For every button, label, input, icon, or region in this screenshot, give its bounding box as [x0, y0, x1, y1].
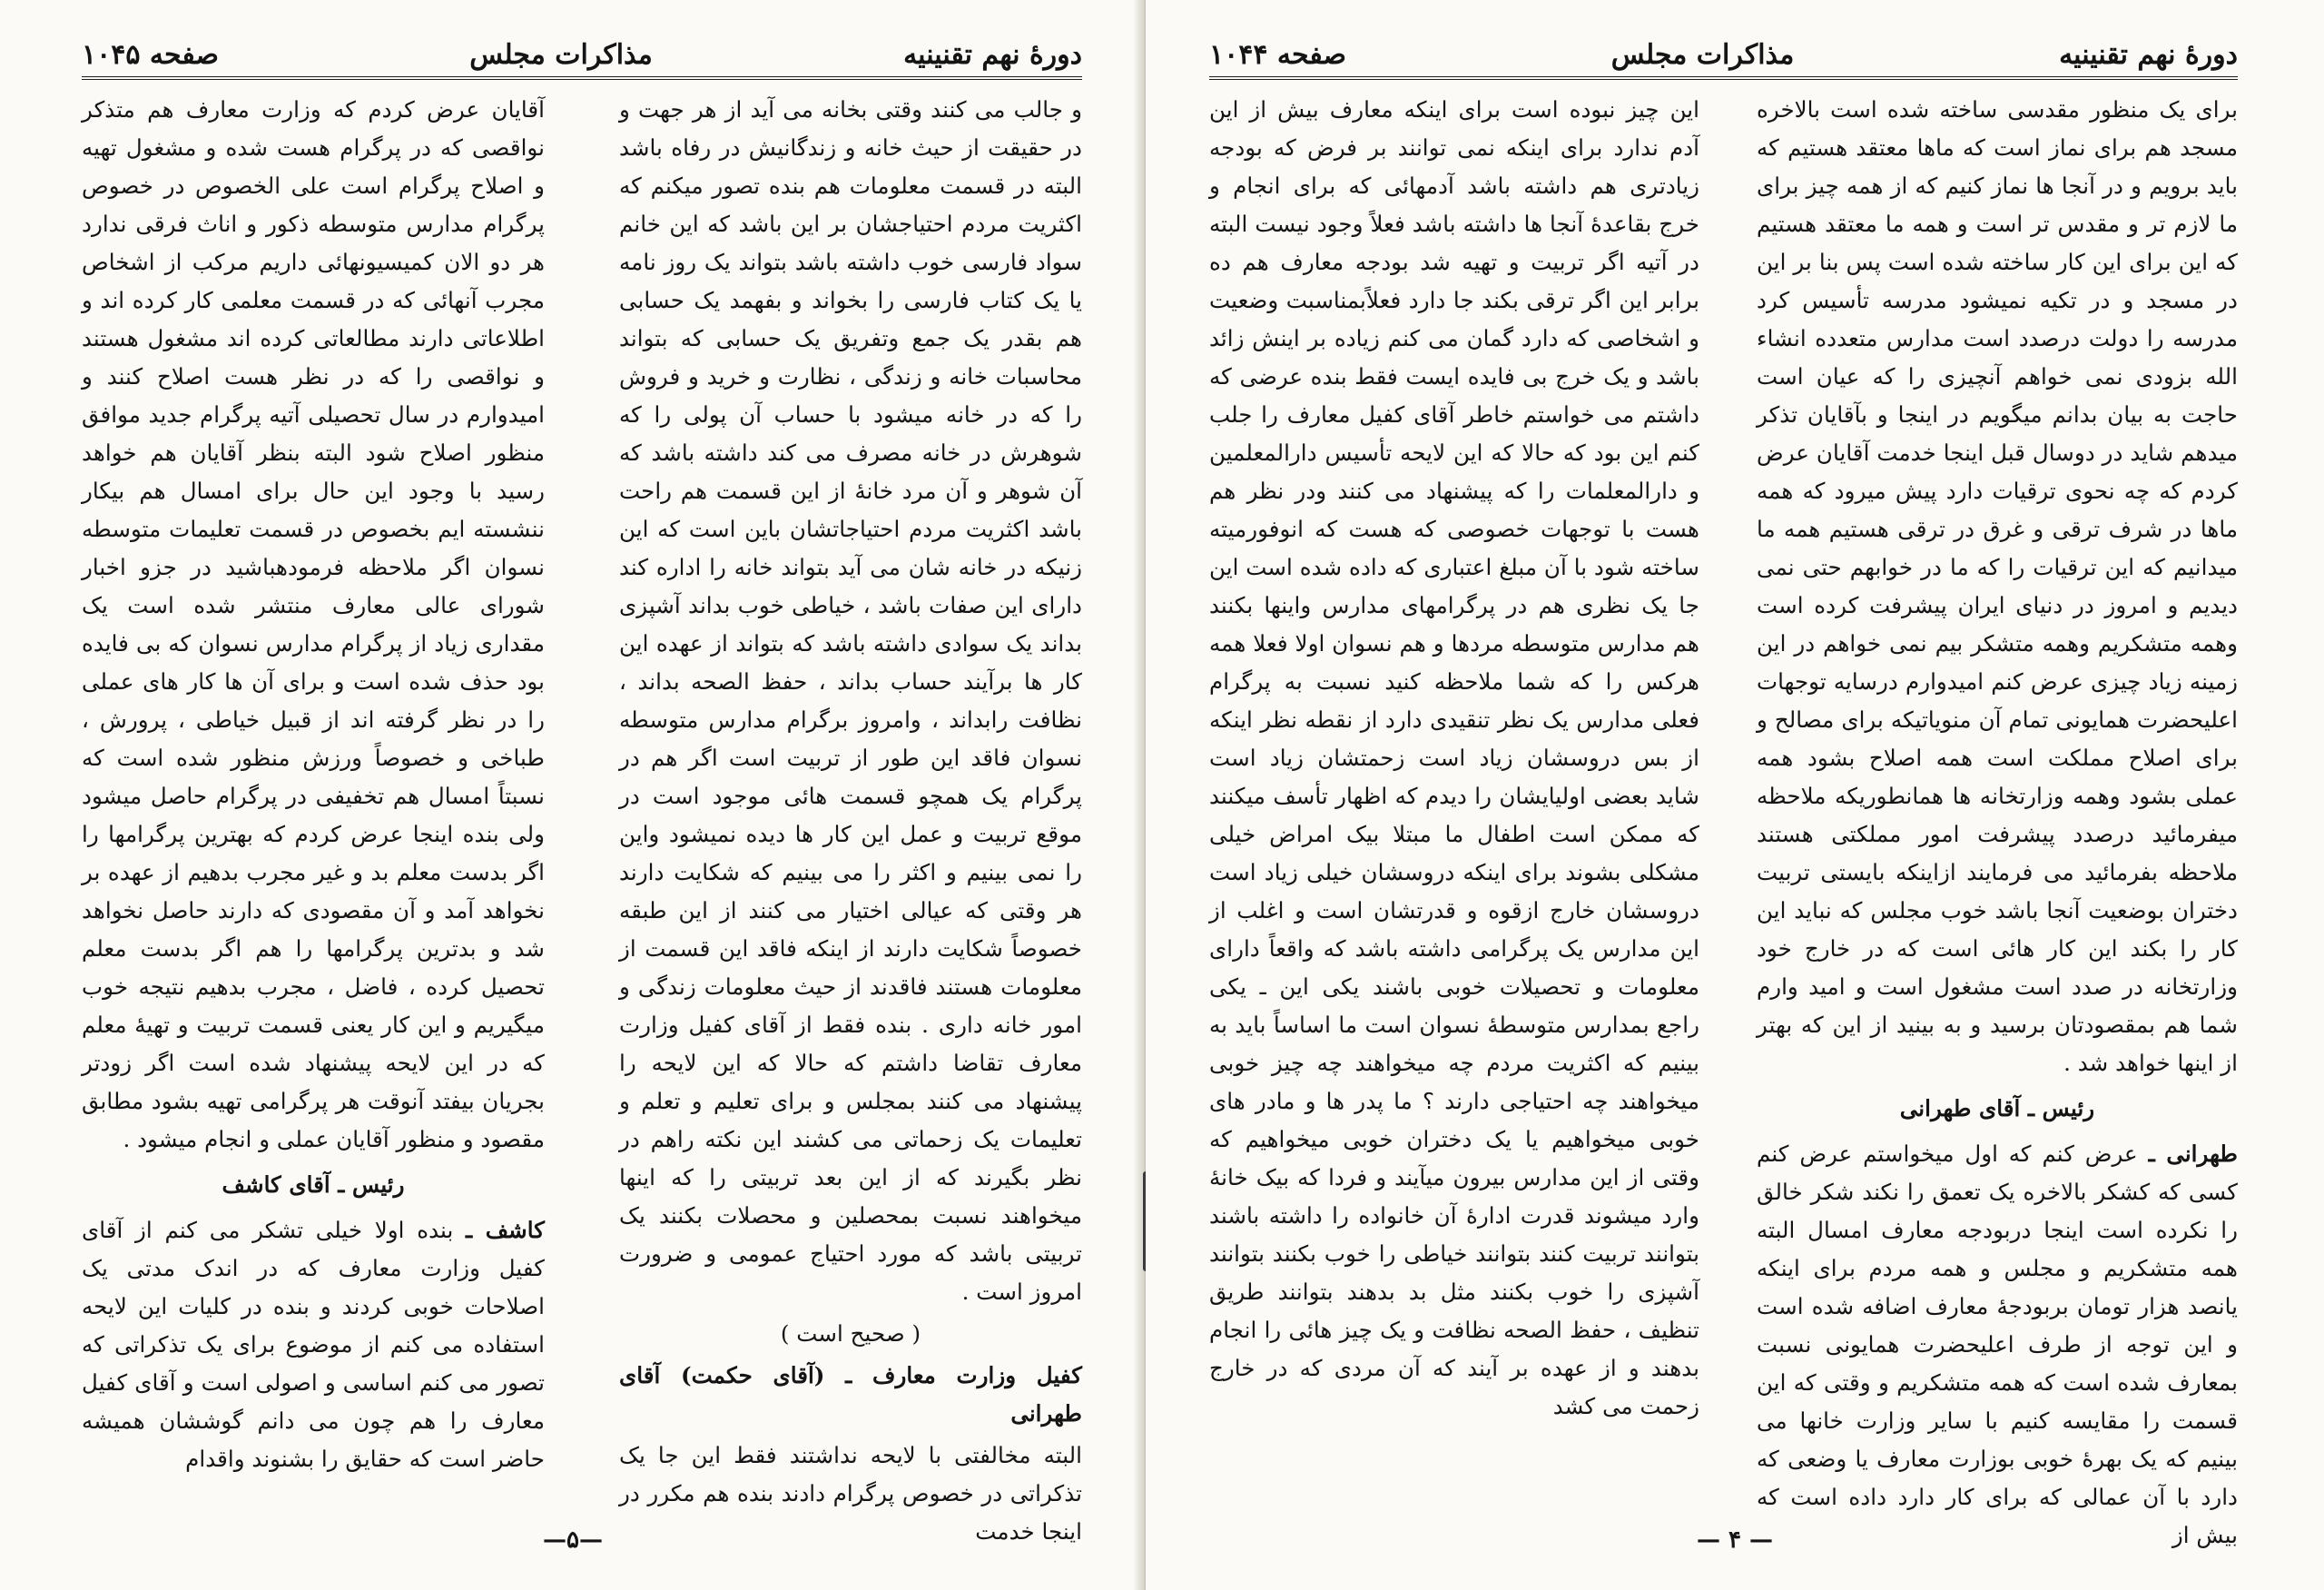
paragraph [82, 1211, 545, 1478]
speaker-name: کاشف ـ [466, 1217, 545, 1243]
paragraph: آقایان عرض کردم که وزارت معارف هم متذکر نواقصی که در پرگرام هست شده و مشغول تهیه و اصلاح پرگرام است علی الخصوص در خصوص پرگرام مدارس متوسطه ذکور و اناث فرقی ندارد هر دو الان کمیسیونهائی داریم مرکب از اشخاص مجرب آنهائی که در قسمت معلمی کار کرده اند و اطلاعاتی دارند مطالعاتی کرده اند مشغول هستند و نواقصی را که در نظر هست اصلاح کنند و امیدوارم در سال تحصیلی آتیه پرگرام جدید موافق منظور اصلاح شود البته بنظر آقایان هم خواهد رسید با وجود این حال برای امسال هم بیکار ننشسته ایم بخصوص در قسمت تعلیمات متوسطه نسوان اگر ملاحظه فرمودهباشید در جزو اخبار شورای عالی معارف منتشر شده است یک مقداری زیاد از پرگرام مدارس نسوان که بی فایده بود حذف شده است و برای آن ها کار های عملی را در نظر گرفته اند از قبیل خیاطی ، پرورش ، طباخی و خصوصاً ورزش منظور شده است که نسبتاً امسال هم تخفیفی در پرگرام حاصل میشود ولی بنده اینجا عرض کردم که بهترین پرگرامها را اگر بدست معلم بد و غیر مجرب بدهیم از عهده بر نخواهد آمد و آن مقصودی که دارند حاصل نخواهد شد و بدترین پرگرامها را هم اگر بدست معلم تحصیل کرده ، فاضل ، مجرب بدهیم نتیجه خوب میگیریم و این کار یعنی قسمت تربیت و تهیهٔ معلم که در این لایحه پیشنهاد شده است اگر زودتر بجریان بیفتد آنوقت هر پرگرامی تهیه بشود مطابق مقصود و منظور آقایان عملی و انجام میشود . [82, 96, 545, 1152]
paragraph: برای یک منظور مقدسی ساخته شده است بالاخره مسجد هم برای نماز است که ماها معتقد هستیم که باید برویم و در آنجا ها نماز کنیم که از همه چیز برای ما لازم تر و مقدس تر است و همه ما معتقد هستیم که این برای این کار ساخته شده است پس بنا بر این در مسجد و در تکیه نمیشود مدرسه تأسیس کرد مدرسه را دولت درصدد است مدارس متعدده انشاء الله بزودی نمی خواهم آنچیزی را که عیان است حاجت به بیان بدانم میگویم در اینجا و بآقایان تذکر میدهم شاید در دوسال قبل اینجا خدمت آقایان عرض کردم که چه نحوی ترقیات دارد پیش میرود که همه ماها در شرف ترقی و غرق در ترقی هستیم همه ما میدانیم که این ترقیات را که ما در خوابهم حتی نمی دیدیم و امروز در دنیای ایران پیشرفت کرده است وهمه متشکریم وهمه متشکر بیم نمی خواهم در این زمینه زیاد چیزی عرض کنم امیدوارم درسایه توجهات اعلیحضرت همایونی تمام آن منویاتیکه برای مصالح و برای اصلاح مملکت است همه اصلاح بشود همه عملی بشود وهمه وزارتخانه ها همانطوریکه ملاحظه میفرمائید درصدد پیشرفت امور مملکتی هستند ملاحظه بفرمائید می فرمایند ازاینکه بایستی تربیت دختران بوضعیت آنجا باشد خوب مجلس که نباید این کار را بکند این کار هائی است که در خارج خود وزارتخانه در صدد است مشغول است و امید وارم شما هم بمقصودتان برسید و به بینید از این که بهتر از اینها خواهد شد . [1757, 96, 2238, 1076]
running-title: مذاکرات مجلس [469, 38, 653, 71]
interjection: ( صحیح است ) [780, 1320, 921, 1347]
speaker-heading: رئیس ـ آقای طهرانی [1899, 1095, 2095, 1121]
paragraph: البته مخالفتی با لایحه نداشتند فقط این جا یک تذکراتی در خصوص پرگرام دادند بنده هم مکرر در اینجا خدمت [619, 1442, 1082, 1545]
page-number: —۵— [543, 1526, 603, 1554]
left-page-header [82, 33, 1082, 80]
session-title: دورهٔ نهم تقنینیه [2059, 38, 2238, 71]
speaker-heading: رئیس ـ آقای کاشف [222, 1171, 405, 1198]
speech-text: عرض کنم که اول میخواستم عرض کنم کسی که کشکر بالاخره یک تعمق را نکند شکر خالق را نکرده است اینجا دربودجه معارف امسال البته همه متشکریم و مجلس و همه مردم برای اینکه یانصد هزار تومان بربودجهٔ معارف اضافه شده است و این توجه از طرف اعلیحضرت همایونی نسبت بمعارف شده است که همه متشکریم و وقتی که این قسمت را مقایسه کنیم با سایر وزارت خانها می بینیم که یک بهرهٔ خوبی بوزارت معارف یا وضعی که دارد با آن عمالی که برای کار دارد داده است که بیش از [1757, 1141, 2238, 1548]
session-title: دورهٔ نهم تقنینیه [903, 38, 1082, 71]
speaker-heading: کفیل وزارت معارف ـ (آقای حکمت) آقای طهرانی [619, 1362, 1082, 1427]
left-page-left-column [82, 91, 545, 1504]
page-number: — ۴ — [1696, 1526, 1774, 1554]
paragraph: این چیز نبوده است برای اینکه معارف بیش از این آدم ندارد برای اینکه نمی توانند بر فرض که بودجه زیادتری هم داشته باشد آدمهائی که برای انجام و خرج بقاعدهٔ آنجا ها داشته باشد فعلاً وجود نیست البته در آتیه اگر تربیت و تهیه شد بودجه معارف هم ده برابر این اگر ترقی بکند جا دارد فعلاًبمناسبت وضعیت و اشخاصی که دارد گمان می کنم زیاده بر اینش زائد باشد و یک خرج بی فایده ایست فقط بنده عرضی که داشتم می خواستم خاطر آقای کفیل معارف را جلب کنم این بود که حالا که این لایحه تأسیس دارالمعلمین و دارالمعلمات را که پیشنهاد می کنند ودر نظر هم هست با توجهات خصوصی که هست که انوفورمیته ساخته شود با آن مبلغ اعتباری که داده شده است این جا یک نظری هم در پرگرامهای مدارس واینها بکنند هم مدارس متوسطه مردها و هم نسوان اولا فعلا همه هرکس را که شما ملاحظه کنید نسبت به پرگرام فعلی مدارس یک نظر تنقیدی دارد از نقطه نظر اینکه از بس دروسشان زیاد است زحمتشان زیاد است شاید بعضی اولیایشان را دیدم که اظهار تأسف میکنند که ممکن است اطفال ما مبتلا بیک امراض خیلی مشکلی بشوند برای اینکه دروسشان خیلی زیاد است دروسشان خارج ازقوه و قدرتشان است و اغلب از این مدارس یک پرگرامی داشته باشد که واقعاً دارای معلومات و تحصیلات خوبی باشند یکی این ـ یکی راجع بمدارس متوسطهٔ نسوان است ما اساساً باید به بینیم که اکثریت مردم چه میخواهند چه چیز خوبی میخواهند چه احتیاجی دارند ؟ ما پدر ها و مادر های خوبی میخواهیم یا یک دختران خوبی میخواهیم که وقتی از این مدارس بیرون میآیند و فردا که بیک خانهٔ وارد میشوند قدرت ادارهٔ آن خانواده را داشته باشند بتوانند تربیت کنند بتوانند خیاطی را خوب بکنند بتوانند آشپزی را خوب بکنند مثل بد بدهند بتوانند طریق تنظیف ، حفظ الصحه نظافت و یک چیز هائی را انجام بدهند و از عهده بر آیند که آن مردی که در خارج زحمت می کشد [1209, 96, 1699, 1419]
page-label: صفحه ۱۰۴۵ [82, 38, 219, 71]
right-page [1146, 0, 2324, 1590]
speaker-name: طهرانی ـ [2148, 1141, 2238, 1167]
right-page-header [1209, 33, 2238, 80]
left-page-right-column [619, 91, 1082, 1545]
page-label: صفحه ۱۰۴۴ [1209, 38, 1346, 71]
right-page-right-column [1757, 91, 2238, 1548]
paragraph: و جالب می کنند وقتی بخانه می آید از هر جهت و در حقیقت از حیث خانه و زندگانیش در رفاه باشد البته در قسمت معلومات هم بنده تصور میکنم که اکثریت مردم احتیاجشان بر این باشد که این خانم سواد فارسی خوب داشته باشد بتواند یک روز نامه یا یک کتاب فارسی را بخواند و بفهمد یک حسابی هم بقدر یک جمع وتفریق یک حسابی که بتواند محاسبات خانه و زندگی ، نظارت و خرید و فروش را که در خانه میشود با حساب آن پولی را که شوهرش در خانه مصرف می کند داشته باشد که آن شوهر و آن مرد خانهٔ از این قسمت هم راحت باشد اکثریت مردم احتیاجاتشان باین است که این زنیکه در خانه شان می آید بتواند خانه را اداره کند دارای این صفات باشد ، خیاطی خوب بداند آشپزی بداند یک سوادی داشته باشد که بتواند از عهده این کار ها برآیند حساب بداند ، حفظ الصحه بداند ، نظافت رابداند ، وامروز برگرام مدارس متوسطه نسوان فاقد این طور از تربیت است اگر هم در پرگرام یک همچو قسمت هائی موجود است در موقع تربیت و عمل این کار ها دیده نمیشود واین را نمی بینیم و اکثر را می بینیم که شکایت دارند هر وقتی که عیالی اختیار می کنند از این طبقه خصوصاً شکایت دارند از اینکه فاقد این قسمت از معلومات هستند فاقدند از حیث معلومات زندگی و امور خانه داری . بنده فقط از آقای کفیل وزارت معارف تقاضا داشتم که حالا که این لایحه را پیشنهاد می کنند بمجلس و برای تعلیم و تعلم و تعلیمات یک زحماتی می کشند این نکته راهم در نظر بگیرند که از این بعد تربیتی را که اینها میخواهند نسبت بمحصلین و محصلات بکنند یک تربیتی باشد که مورد احتیاج عمومی و ضرورت امروز است . [619, 96, 1082, 1305]
paragraph [1757, 1135, 2238, 1555]
running-title: مذاکرات مجلس [1610, 38, 1795, 71]
right-page-left-column [1209, 91, 1699, 1504]
left-page [0, 0, 1146, 1590]
speech-text: بنده اولا خیلی تشکر می کنم از آقای کفیل وزارت معارف که در اندک مدتی یک اصلاحات خوبی کردند و بنده در کلیات این لایحه استفاده می کنم از موضوع برای یک تذکراتی که تصور می کنم اساسی و اصولی است و آقای کفیل معارف را هم چون می دانم گوششان همیشه حاضر است که حقایق را بشنوند واقدام [82, 1217, 545, 1472]
